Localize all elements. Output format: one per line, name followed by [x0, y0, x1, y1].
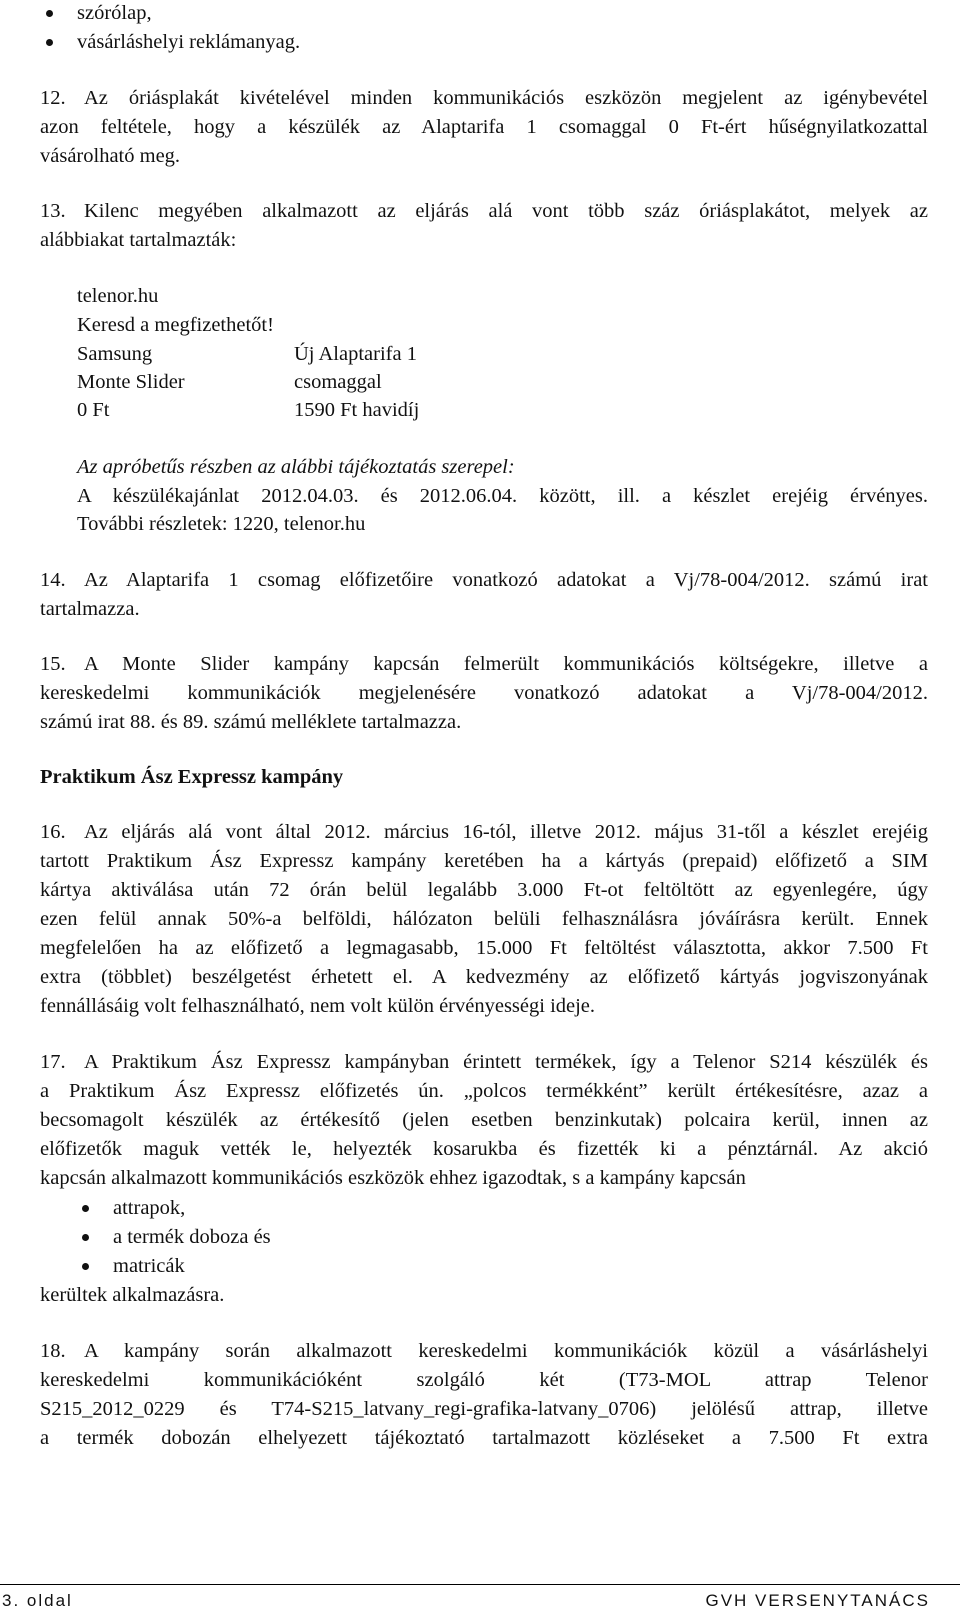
- bullet-item: attrapok,: [113, 1197, 186, 1219]
- billboard-left-text: Monte Slider: [77, 371, 185, 393]
- paragraph-number: 16.: [40, 821, 66, 843]
- paragraph-line: A Praktikum Ász Expressz kampányban érintett termékek, így a Telenor S214 készülék és: [84, 1051, 928, 1073]
- paragraph-line: alábbiakat tartalmazták:: [40, 229, 237, 251]
- paragraph-line: kereskedelmi kommunikációk megjelenésére vonatkozó adatokat a Vj/78-004/2012.: [40, 682, 928, 704]
- bullet-item: vásárláshelyi reklámanyag.: [77, 31, 301, 53]
- bullet-item: matricák: [113, 1255, 185, 1277]
- section-heading: Praktikum Ász Expressz kampány: [40, 766, 344, 788]
- bullet-dot: [82, 1205, 89, 1212]
- paragraph-line: számú irat 88. és 89. számú melléklete tartalmazza.: [40, 711, 462, 733]
- bullet-dot: [46, 39, 53, 46]
- paragraph-line: tartalmazza.: [40, 598, 140, 620]
- paragraph-line: vásárolható meg.: [40, 145, 181, 167]
- fine-print-text: A készülékajánlat 2012.04.03. és 2012.06.04. között, ill. a készlet erejéig érvényes.: [77, 485, 928, 507]
- paragraph-line: Az Alaptarifa 1 csomag előfizetőire vonatkozó adatokat a Vj/78-004/2012. számú irat: [84, 569, 928, 591]
- paragraph-line: előfizetők maguk vették le, helyezték kosarukba és fizették ki a pénztárnál. Az akció: [40, 1138, 928, 1160]
- bullet-dot: [82, 1234, 89, 1241]
- billboard-right-text: Új Alaptarifa 1: [294, 343, 417, 365]
- billboard-text: Keresd a megfizethetőt!: [77, 314, 274, 336]
- page-number: 3. oldal: [2, 1591, 73, 1610]
- billboard-left-text: 0 Ft: [77, 399, 110, 421]
- paragraph-number: 13.: [40, 200, 66, 222]
- paragraph-line: tartott Praktikum Ász Expressz kampány keretében ha a kártyás (prepaid) előfizető a SIM: [40, 850, 928, 872]
- billboard-left-text: Samsung: [77, 343, 153, 365]
- billboard-right-text: 1590 Ft havidíj: [294, 399, 420, 421]
- paragraph-line: becsomagolt készülék az értékesítő (jelen esetben benzinkutak) polcaira kerül, innen az: [40, 1109, 928, 1131]
- paragraph-line: Az óriásplakát kivételével minden kommunikációs eszközön megjelent az igénybevétel: [84, 87, 928, 109]
- paragraph-line: S215_2012_0229 és T74-S215_latvany_regi-grafika-latvany_0706) jelölésű attrap, illetve: [40, 1398, 928, 1420]
- bullet-item: szórólap,: [77, 2, 152, 24]
- paragraph-line: kapcsán alkalmazott kommunikációs eszközök ehhez igazodtak, s a kampány kapcsán: [40, 1167, 746, 1189]
- bullet-dot: [46, 10, 53, 17]
- paragraph-number: 14.: [40, 569, 66, 591]
- paragraph-line: kerültek alkalmazásra.: [40, 1284, 225, 1306]
- fine-print-text: További részletek: 1220, telenor.hu: [77, 513, 366, 535]
- paragraph-number: 12.: [40, 87, 66, 109]
- paragraph-line: a termék dobozán elhelyezett tájékoztató tartalmazott közléseket a 7.500 Ft extra: [40, 1427, 928, 1449]
- paragraph-line: kereskedelmi kommunikációként szolgáló két (T73-MOL attrap Telenor: [40, 1369, 928, 1391]
- paragraph-line: Kilenc megyében alkalmazott az eljárás alá vont több száz óriásplakátot, melyek az: [84, 200, 928, 222]
- bullet-item: a termék doboza és: [113, 1226, 271, 1248]
- paragraph-line: extra (többlet) beszélgetést érhetett el. A kedvezmény az előfizető kártyás jogviszonyának: [40, 966, 928, 988]
- billboard-text: telenor.hu: [77, 285, 159, 307]
- paragraph-line: A kampány során alkalmazott kereskedelmi kommunikációk közül a vásárláshelyi: [84, 1340, 928, 1362]
- paragraph-line: azon feltétele, hogy a készülék az Alaptarifa 1 csomaggal 0 Ft-ért hűségnyilatkozattal: [40, 116, 928, 138]
- paragraph-line: Az eljárás alá vont által 2012. március 16-tól, illetve 2012. május 31-től a készlet erejéig: [84, 821, 928, 843]
- paragraph-line: ezen felül annak 50%-a belföldi, hálózaton belüli felhasználásra jóváírásra került. Ennek: [40, 908, 928, 930]
- footer-divider: [0, 1584, 960, 1585]
- paragraph-number: 18.: [40, 1340, 66, 1362]
- fine-print-label: Az apróbetűs részben az alábbi tájékoztatás szerepel:: [77, 456, 515, 478]
- paragraph-line: kártya aktiválása után 72 órán belül legalább 3.000 Ft-ot feltöltött az egyenlegére, úgy: [40, 879, 928, 901]
- billboard-right-text: csomaggal: [294, 371, 382, 393]
- paragraph-line: A Monte Slider kampány kapcsán felmerült kommunikációs költségekre, illetve a: [84, 653, 928, 675]
- paragraph-number: 15.: [40, 653, 66, 675]
- paragraph-line: fennállásáig volt felhasználható, nem volt külön érvényességi ideje.: [40, 995, 596, 1017]
- bullet-dot: [82, 1263, 89, 1270]
- paragraph-number: 17.: [40, 1051, 66, 1073]
- paragraph-line: megfelelően ha az előfizető a legmagasabb, 15.000 Ft feltöltést választotta, akkor 7.500 Ft: [40, 937, 928, 959]
- paragraph-line: a Praktikum Ász Expressz előfizetés ún. „polcos termékként” került értékesítésre, azaz a: [40, 1080, 928, 1102]
- footer-authority: GVH VERSENYTANÁCS: [705, 1591, 930, 1610]
